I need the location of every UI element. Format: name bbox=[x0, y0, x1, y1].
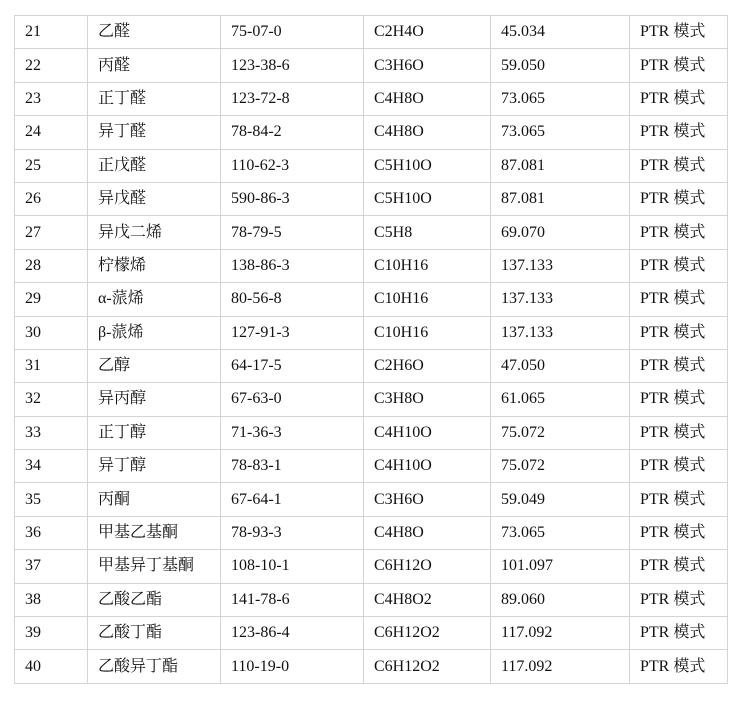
cas-number-cell: 64-17-5 bbox=[221, 349, 364, 382]
compound-name-cell: 乙醛 bbox=[88, 16, 221, 49]
molecular-formula-cell: C3H8O bbox=[364, 383, 491, 416]
molecular-formula-cell: C6H12O2 bbox=[364, 617, 491, 650]
detection-mode-cell: PTR 模式 bbox=[630, 483, 728, 516]
row-number-cell: 38 bbox=[15, 583, 88, 616]
cas-number-cell: 78-93-3 bbox=[221, 516, 364, 549]
table-row bbox=[15, 182, 728, 215]
table-row bbox=[15, 617, 728, 650]
compound-name-cell: α-蒎烯 bbox=[88, 283, 221, 316]
detection-mode-cell: PTR 模式 bbox=[630, 316, 728, 349]
table-row bbox=[15, 550, 728, 583]
molecular-mass-cell: 75.072 bbox=[491, 450, 630, 483]
table-row bbox=[15, 383, 728, 416]
compound-name-cell: 正丁醇 bbox=[88, 416, 221, 449]
compound-name-cell: 乙酸丁酯 bbox=[88, 617, 221, 650]
detection-mode-cell: PTR 模式 bbox=[630, 182, 728, 215]
detection-mode-cell: PTR 模式 bbox=[630, 283, 728, 316]
cas-number-cell: 110-62-3 bbox=[221, 149, 364, 182]
molecular-mass-cell: 87.081 bbox=[491, 149, 630, 182]
table-row bbox=[15, 650, 728, 683]
compound-name-cell: 柠檬烯 bbox=[88, 249, 221, 282]
detection-mode-cell: PTR 模式 bbox=[630, 249, 728, 282]
compound-name-cell: 异丙醇 bbox=[88, 383, 221, 416]
cas-number-cell: 75-07-0 bbox=[221, 16, 364, 49]
row-number-cell: 26 bbox=[15, 182, 88, 215]
detection-mode-cell: PTR 模式 bbox=[630, 516, 728, 549]
row-number-cell: 22 bbox=[15, 49, 88, 82]
detection-mode-cell: PTR 模式 bbox=[630, 450, 728, 483]
detection-mode-cell: PTR 模式 bbox=[630, 149, 728, 182]
detection-mode-cell: PTR 模式 bbox=[630, 550, 728, 583]
row-number-cell: 24 bbox=[15, 116, 88, 149]
molecular-formula-cell: C4H8O bbox=[364, 116, 491, 149]
row-number-cell: 21 bbox=[15, 16, 88, 49]
detection-mode-cell: PTR 模式 bbox=[630, 617, 728, 650]
table-row bbox=[15, 583, 728, 616]
cas-number-cell: 78-83-1 bbox=[221, 450, 364, 483]
compound-name-cell: 甲基乙基酮 bbox=[88, 516, 221, 549]
compound-name-cell: 异戊醛 bbox=[88, 182, 221, 215]
table-row bbox=[15, 283, 728, 316]
row-number-cell: 27 bbox=[15, 216, 88, 249]
molecular-formula-cell: C10H16 bbox=[364, 283, 491, 316]
molecular-mass-cell: 101.097 bbox=[491, 550, 630, 583]
molecular-formula-cell: C10H16 bbox=[364, 249, 491, 282]
compound-name-cell: 甲基异丁基酮 bbox=[88, 550, 221, 583]
molecular-mass-cell: 59.050 bbox=[491, 49, 630, 82]
row-number-cell: 32 bbox=[15, 383, 88, 416]
compound-name-cell: 乙酸异丁酯 bbox=[88, 650, 221, 683]
molecular-mass-cell: 47.050 bbox=[491, 349, 630, 382]
cas-number-cell: 127-91-3 bbox=[221, 316, 364, 349]
cas-number-cell: 67-64-1 bbox=[221, 483, 364, 516]
compound-name-cell: 丙醛 bbox=[88, 49, 221, 82]
cas-number-cell: 78-79-5 bbox=[221, 216, 364, 249]
molecular-mass-cell: 61.065 bbox=[491, 383, 630, 416]
row-number-cell: 37 bbox=[15, 550, 88, 583]
molecular-formula-cell: C6H12O bbox=[364, 550, 491, 583]
cas-number-cell: 78-84-2 bbox=[221, 116, 364, 149]
cas-number-cell: 110-19-0 bbox=[221, 650, 364, 683]
molecular-mass-cell: 117.092 bbox=[491, 650, 630, 683]
row-number-cell: 30 bbox=[15, 316, 88, 349]
molecular-mass-cell: 137.133 bbox=[491, 316, 630, 349]
cas-number-cell: 123-38-6 bbox=[221, 49, 364, 82]
molecular-formula-cell: C2H4O bbox=[364, 16, 491, 49]
molecular-formula-cell: C3H6O bbox=[364, 483, 491, 516]
molecular-mass-cell: 137.133 bbox=[491, 283, 630, 316]
detection-mode-cell: PTR 模式 bbox=[630, 349, 728, 382]
compound-name-cell: 正戊醛 bbox=[88, 149, 221, 182]
molecular-mass-cell: 45.034 bbox=[491, 16, 630, 49]
compound-name-cell: 异丁醛 bbox=[88, 116, 221, 149]
molecular-formula-cell: C5H10O bbox=[364, 182, 491, 215]
detection-mode-cell: PTR 模式 bbox=[630, 82, 728, 115]
detection-mode-cell: PTR 模式 bbox=[630, 116, 728, 149]
molecular-mass-cell: 117.092 bbox=[491, 617, 630, 650]
compound-name-cell: 异戊二烯 bbox=[88, 216, 221, 249]
molecular-formula-cell: C4H8O2 bbox=[364, 583, 491, 616]
molecular-mass-cell: 59.049 bbox=[491, 483, 630, 516]
cas-number-cell: 80-56-8 bbox=[221, 283, 364, 316]
cas-number-cell: 123-72-8 bbox=[221, 82, 364, 115]
row-number-cell: 40 bbox=[15, 650, 88, 683]
molecular-formula-cell: C4H10O bbox=[364, 416, 491, 449]
row-number-cell: 28 bbox=[15, 249, 88, 282]
row-number-cell: 23 bbox=[15, 82, 88, 115]
compound-table-body bbox=[15, 16, 728, 684]
compound-name-cell: 丙酮 bbox=[88, 483, 221, 516]
molecular-formula-cell: C3H6O bbox=[364, 49, 491, 82]
table-row bbox=[15, 516, 728, 549]
molecular-mass-cell: 87.081 bbox=[491, 182, 630, 215]
molecular-formula-cell: C4H8O bbox=[364, 516, 491, 549]
molecular-formula-cell: C6H12O2 bbox=[364, 650, 491, 683]
row-number-cell: 39 bbox=[15, 617, 88, 650]
detection-mode-cell: PTR 模式 bbox=[630, 49, 728, 82]
molecular-mass-cell: 73.065 bbox=[491, 116, 630, 149]
cas-number-cell: 123-86-4 bbox=[221, 617, 364, 650]
table-row bbox=[15, 316, 728, 349]
molecular-formula-cell: C4H8O bbox=[364, 82, 491, 115]
cas-number-cell: 141-78-6 bbox=[221, 583, 364, 616]
molecular-mass-cell: 73.065 bbox=[491, 516, 630, 549]
row-number-cell: 36 bbox=[15, 516, 88, 549]
molecular-mass-cell: 69.070 bbox=[491, 216, 630, 249]
table-row bbox=[15, 49, 728, 82]
detection-mode-cell: PTR 模式 bbox=[630, 16, 728, 49]
table-row bbox=[15, 416, 728, 449]
compound-table-wrapper bbox=[14, 15, 728, 684]
detection-mode-cell: PTR 模式 bbox=[630, 383, 728, 416]
cas-number-cell: 138-86-3 bbox=[221, 249, 364, 282]
cas-number-cell: 71-36-3 bbox=[221, 416, 364, 449]
table-row bbox=[15, 483, 728, 516]
detection-mode-cell: PTR 模式 bbox=[630, 583, 728, 616]
molecular-mass-cell: 75.072 bbox=[491, 416, 630, 449]
compound-table bbox=[14, 15, 728, 684]
molecular-mass-cell: 73.065 bbox=[491, 82, 630, 115]
table-row bbox=[15, 149, 728, 182]
molecular-formula-cell: C2H6O bbox=[364, 349, 491, 382]
table-row bbox=[15, 349, 728, 382]
table-row bbox=[15, 450, 728, 483]
compound-name-cell: 正丁醛 bbox=[88, 82, 221, 115]
compound-name-cell: 乙醇 bbox=[88, 349, 221, 382]
row-number-cell: 34 bbox=[15, 450, 88, 483]
molecular-mass-cell: 137.133 bbox=[491, 249, 630, 282]
molecular-formula-cell: C5H10O bbox=[364, 149, 491, 182]
cas-number-cell: 590-86-3 bbox=[221, 182, 364, 215]
row-number-cell: 29 bbox=[15, 283, 88, 316]
cas-number-cell: 67-63-0 bbox=[221, 383, 364, 416]
molecular-formula-cell: C10H16 bbox=[364, 316, 491, 349]
detection-mode-cell: PTR 模式 bbox=[630, 416, 728, 449]
molecular-formula-cell: C4H10O bbox=[364, 450, 491, 483]
detection-mode-cell: PTR 模式 bbox=[630, 650, 728, 683]
compound-name-cell: 乙酸乙酯 bbox=[88, 583, 221, 616]
cas-number-cell: 108-10-1 bbox=[221, 550, 364, 583]
table-row bbox=[15, 82, 728, 115]
row-number-cell: 35 bbox=[15, 483, 88, 516]
table-row bbox=[15, 116, 728, 149]
row-number-cell: 31 bbox=[15, 349, 88, 382]
compound-name-cell: β-蒎烯 bbox=[88, 316, 221, 349]
row-number-cell: 25 bbox=[15, 149, 88, 182]
compound-name-cell: 异丁醇 bbox=[88, 450, 221, 483]
table-row bbox=[15, 249, 728, 282]
row-number-cell: 33 bbox=[15, 416, 88, 449]
detection-mode-cell: PTR 模式 bbox=[630, 216, 728, 249]
molecular-mass-cell: 89.060 bbox=[491, 583, 630, 616]
table-row bbox=[15, 16, 728, 49]
table-row bbox=[15, 216, 728, 249]
molecular-formula-cell: C5H8 bbox=[364, 216, 491, 249]
